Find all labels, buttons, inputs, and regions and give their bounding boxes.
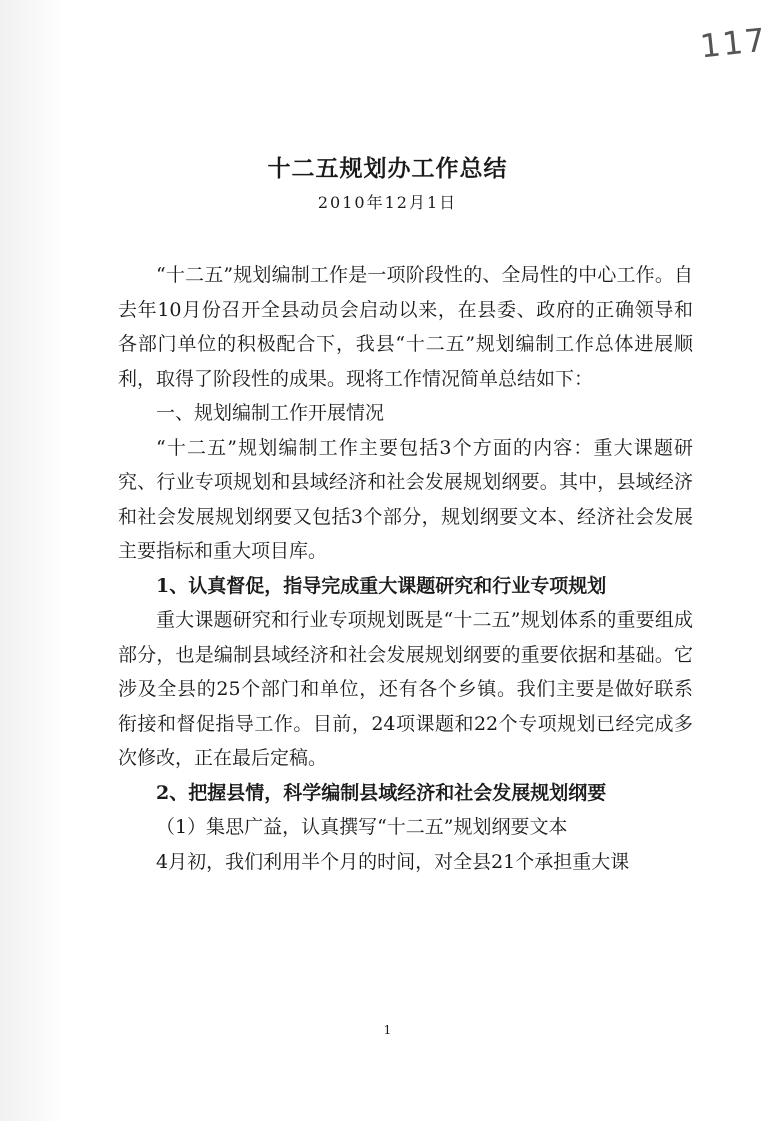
paragraph-research: 重大课题研究和行业专项规划既是“十二五”规划体系的重要组成部分，也是编制县域经济和社会发展规划纲要的重要依据和基础。它涉及全县的25个部门和单位，还有各个乡镇。我们主要是做好联系衔接和督促指导工作。目前，24项课题和22个专项规划已经完成多次修改，正在最后定稿。 [118, 609, 693, 769]
document-date: 2010年12月1日 [317, 193, 458, 212]
paragraph-april: 4月初，我们利用半个月的时间，对全县21个承担重大课 [156, 850, 630, 873]
document-body [118, 258, 693, 879]
section-heading-1: 一、规划编制工作开展情况 [156, 402, 385, 424]
page-number: 1 [383, 1023, 392, 1037]
paragraph-intro: “十二五”规划编制工作是一项阶段性的、全局性的中心工作。自去年10月份召开全县动员会启动以来，在县委、政府的正确领导和各部门单位的积极配合下，我县“十二五”规划编制工作总体进展顺利，取得了阶段性的成果。现将工作情况简单总结如下： [118, 264, 693, 390]
subsection-heading-1: 1、认真督促，指导完成重大课题研究和行业专项规划 [156, 574, 607, 597]
paragraph-item-1: （1）集思广益，认真撰写“十二五”规划纲要文本 [156, 816, 568, 838]
document-title: 十二五规划办工作总结 [267, 156, 508, 182]
subsection-heading-2: 2、把握县情，科学编制县域经济和社会发展规划纲要 [156, 781, 607, 804]
handwritten-page-number: 117 [698, 20, 769, 66]
paragraph-overview: “十二五”规划编制工作主要包括3个方面的内容：重大课题研究、行业专项规划和县域经济和社会发展规划纲要。其中，县域经济和社会发展规划纲要又包括3个部分，规划纲要文本、经济社会发展主要指标和重大项目库。 [118, 436, 693, 562]
